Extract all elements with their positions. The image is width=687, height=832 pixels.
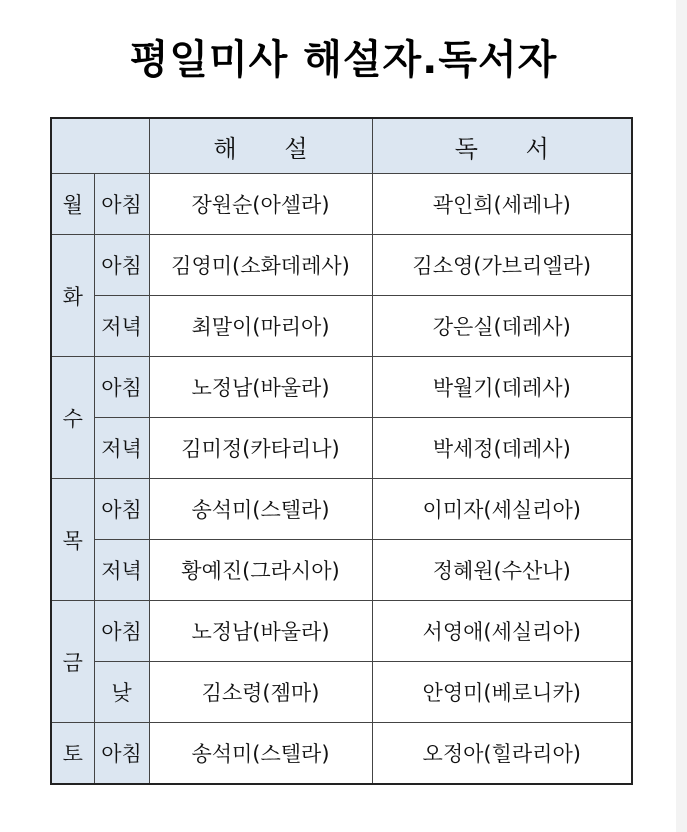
reader-cell: 오정아(힐라리아)	[372, 723, 632, 785]
day-cell: 토	[51, 723, 94, 785]
table-row	[51, 357, 632, 418]
table-row	[51, 540, 632, 601]
day-cell: 목	[51, 479, 94, 601]
reader-cell: 박월기(데레사)	[372, 357, 632, 418]
reader-cell: 서영애(세실리아)	[372, 601, 632, 662]
table-row	[51, 601, 632, 662]
table-header-row	[51, 118, 632, 174]
table-row	[51, 418, 632, 479]
commentator-cell: 송석미(스텔라)	[149, 723, 372, 785]
reader-cell: 곽인희(세레나)	[372, 174, 632, 235]
table-row	[51, 235, 632, 296]
commentator-cell: 최말이(마리아)	[149, 296, 372, 357]
commentator-cell: 장원순(아셀라)	[149, 174, 372, 235]
time-cell: 아침	[94, 235, 149, 296]
header-commentator: 해 설	[149, 118, 372, 174]
reader-cell: 안영미(베로니카)	[372, 662, 632, 723]
header-reader: 독 서	[372, 118, 632, 174]
reader-cell: 박세정(데레사)	[372, 418, 632, 479]
time-cell: 아침	[94, 601, 149, 662]
time-cell: 아침	[94, 357, 149, 418]
commentator-cell: 송석미(스텔라)	[149, 479, 372, 540]
reader-cell: 정혜원(수산나)	[372, 540, 632, 601]
commentator-cell: 노정남(바울라)	[149, 601, 372, 662]
time-cell: 저녁	[94, 540, 149, 601]
corner-cell-diagonal	[51, 118, 149, 174]
time-cell: 저녁	[94, 418, 149, 479]
table-row	[51, 296, 632, 357]
time-cell: 아침	[94, 479, 149, 540]
page-title: 평일미사 해설자.독서자	[129, 37, 558, 83]
time-cell: 낮	[94, 662, 149, 723]
table-row	[51, 479, 632, 540]
table-row	[51, 662, 632, 723]
day-cell: 화	[51, 235, 94, 357]
schedule-table	[50, 117, 633, 785]
commentator-cell: 노정남(바울라)	[149, 357, 372, 418]
commentator-cell: 김소령(젬마)	[149, 662, 372, 723]
commentator-cell: 김미정(카타리나)	[149, 418, 372, 479]
day-cell: 금	[51, 601, 94, 723]
time-cell: 저녁	[94, 296, 149, 357]
time-cell: 아침	[94, 723, 149, 785]
day-cell: 수	[51, 357, 94, 479]
table-row	[51, 723, 632, 785]
reader-cell: 김소영(가브리엘라)	[372, 235, 632, 296]
commentator-cell: 김영미(소화데레사)	[149, 235, 372, 296]
table-row	[51, 174, 632, 235]
time-cell: 아침	[94, 174, 149, 235]
reader-cell: 강은실(데레사)	[372, 296, 632, 357]
day-cell: 월	[51, 174, 94, 235]
reader-cell: 이미자(세실리아)	[372, 479, 632, 540]
scrollbar-track[interactable]	[676, 0, 687, 832]
commentator-cell: 황예진(그라시아)	[149, 540, 372, 601]
